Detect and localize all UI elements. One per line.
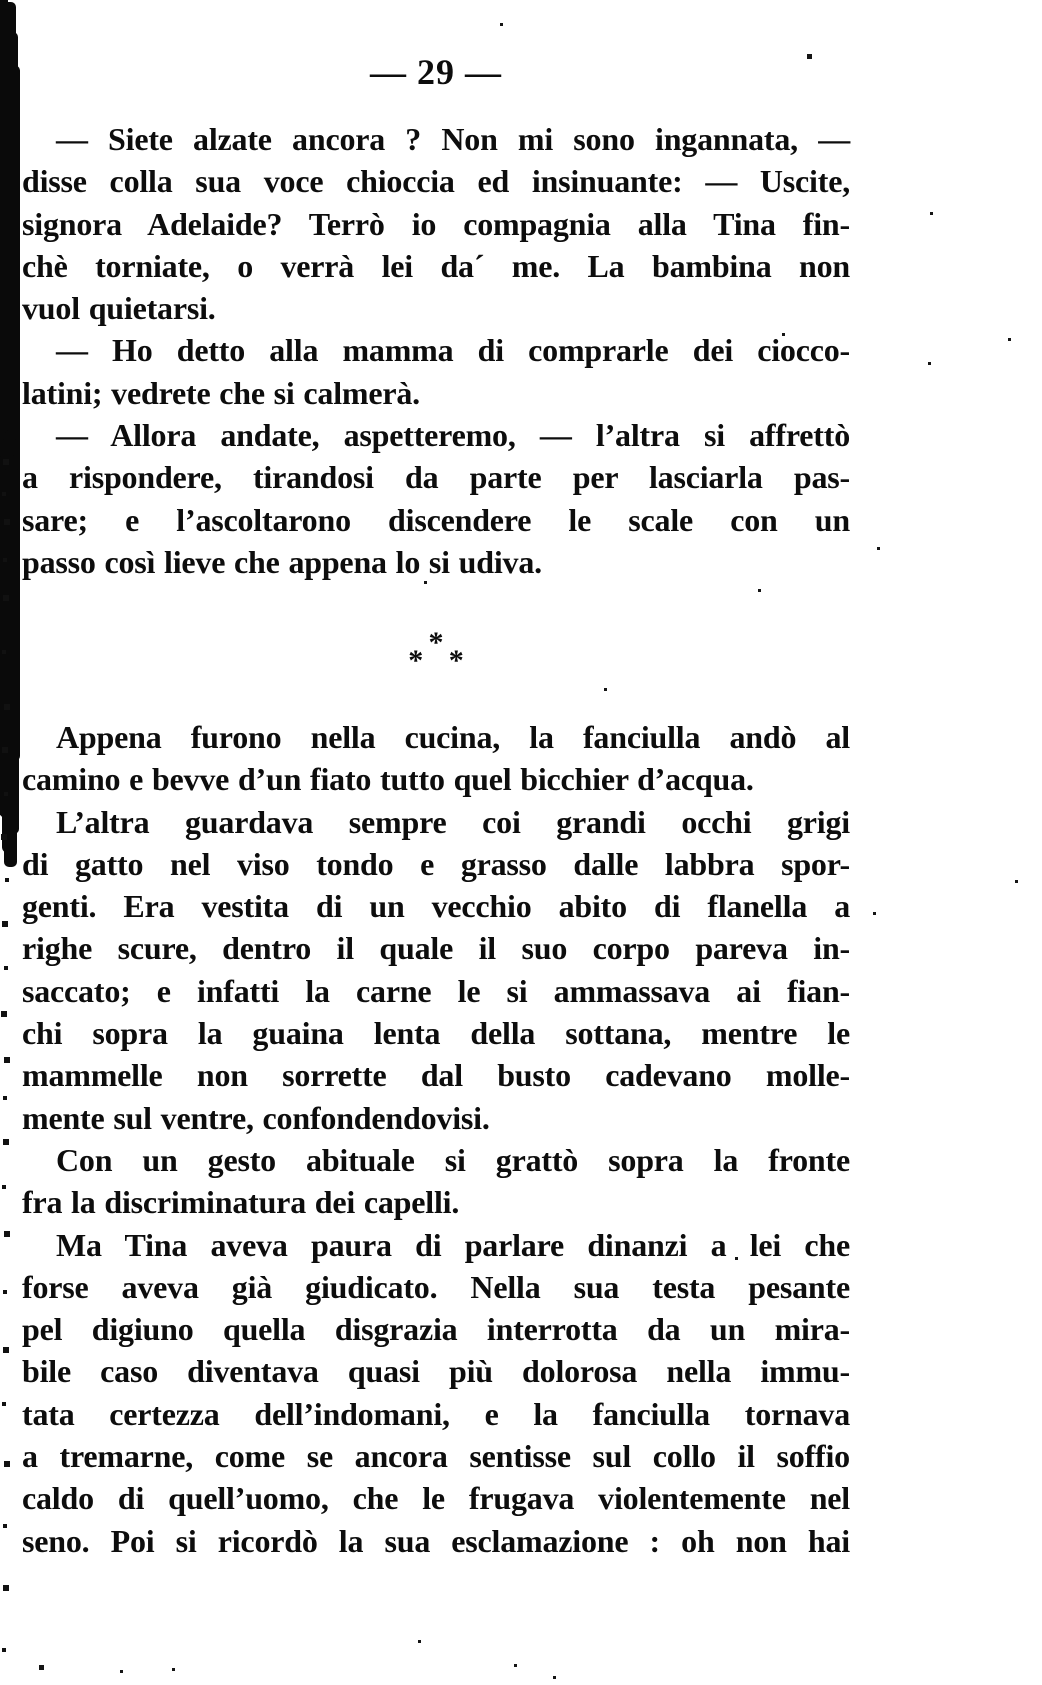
text-line: vuol quietarsi.: [22, 290, 216, 327]
text-line: di gatto nel viso tondo e grasso dalle labbra spor-: [22, 845, 850, 882]
text-line: — Siete alzate ancora ? Non mi sono ingannata, —: [56, 121, 850, 157]
text-line: chi sopra la guaina lenta della sottana, mentre le: [22, 1015, 850, 1052]
text-line: a rispondere, tirandosi da parte per lasciarla pas-: [22, 459, 850, 496]
text-line: — Allora andate, aspetteremo, — l’altra si affrettò: [56, 417, 850, 454]
asterism-separator: [22, 626, 850, 677]
text-line: tata certezza dell’indomani, e la fanciulla tornava: [22, 1395, 850, 1432]
asterism-bottom-row: [22, 644, 850, 677]
text-line: saccato; e infatti la carne le si ammassava ai fian-: [22, 972, 850, 1009]
text-line: camino e bevve d’un fiato tutto quel bicchier d’acqua.: [22, 761, 754, 798]
text-line: mammelle non sorrette dal busto cadevano molle-: [22, 1057, 850, 1094]
asterisk-icon: *: [408, 644, 424, 677]
text-line: Con un gesto abituale si grattò sopra la fronte: [56, 1141, 850, 1178]
text-line: latini; vedrete che si calmerà.: [22, 374, 420, 411]
text-line: pel digiuno quella disgrazia interrotta da un mira-: [22, 1311, 850, 1348]
text-line: — Ho detto alla mamma di comprarle dei ciocco-: [56, 332, 850, 369]
text-line: seno. Poi si ricordò la sua esclamazione : oh non hai: [22, 1522, 850, 1559]
asterisk-icon: *: [428, 626, 444, 659]
text-line: disse colla sua voce chioccia ed insinuante: — Uscite,: [22, 163, 850, 200]
text-line: fra la discriminatura dei capelli.: [22, 1184, 460, 1221]
scan-gutter-noise: [0, 0, 8, 433]
text-line: mente sul ventre, confondendovisi.: [22, 1099, 490, 1136]
text-line: chè torniate, o verrà lei da´ me. La bambina non: [22, 247, 850, 284]
text-line: righe scure, dentro il quale il suo corpo pareva in-: [22, 930, 850, 967]
text-line: L’altra guardava sempre coi grandi occhi grigi: [56, 803, 850, 840]
text-line: sare; e l’ascoltarono discendere le scale con un: [22, 501, 850, 538]
text-line: a tremarne, come se ancora sentisse sul collo il soffio: [22, 1438, 850, 1475]
text-line: bile caso diventava quasi più dolorosa nella immu-: [22, 1353, 850, 1390]
text-line: genti. Era vestita di un vecchio abito di flanella a: [22, 888, 850, 925]
text-line: Appena furono nella cucina, la fanciulla andò al: [56, 719, 850, 755]
scan-dust-specks: [0, 0, 3, 3]
text-line: Ma Tina aveva paura di parlare dinanzi a lei che: [56, 1226, 850, 1263]
page-number: — 29 —: [370, 52, 502, 92]
text-line: signora Adelaide? Terrò io compagnia alla Tina fin-: [22, 205, 850, 242]
text-block-lower: [22, 716, 850, 1562]
asterisk-icon: *: [448, 644, 464, 677]
text-line: forse aveva già giudicato. Nella sua testa pesante: [22, 1268, 850, 1305]
text-block-upper: [22, 118, 850, 583]
text-line: caldo di quell’uomo, che le frugava violentemente nel: [22, 1480, 850, 1517]
text-line: passo così lieve che appena lo si udiva.: [22, 543, 542, 580]
